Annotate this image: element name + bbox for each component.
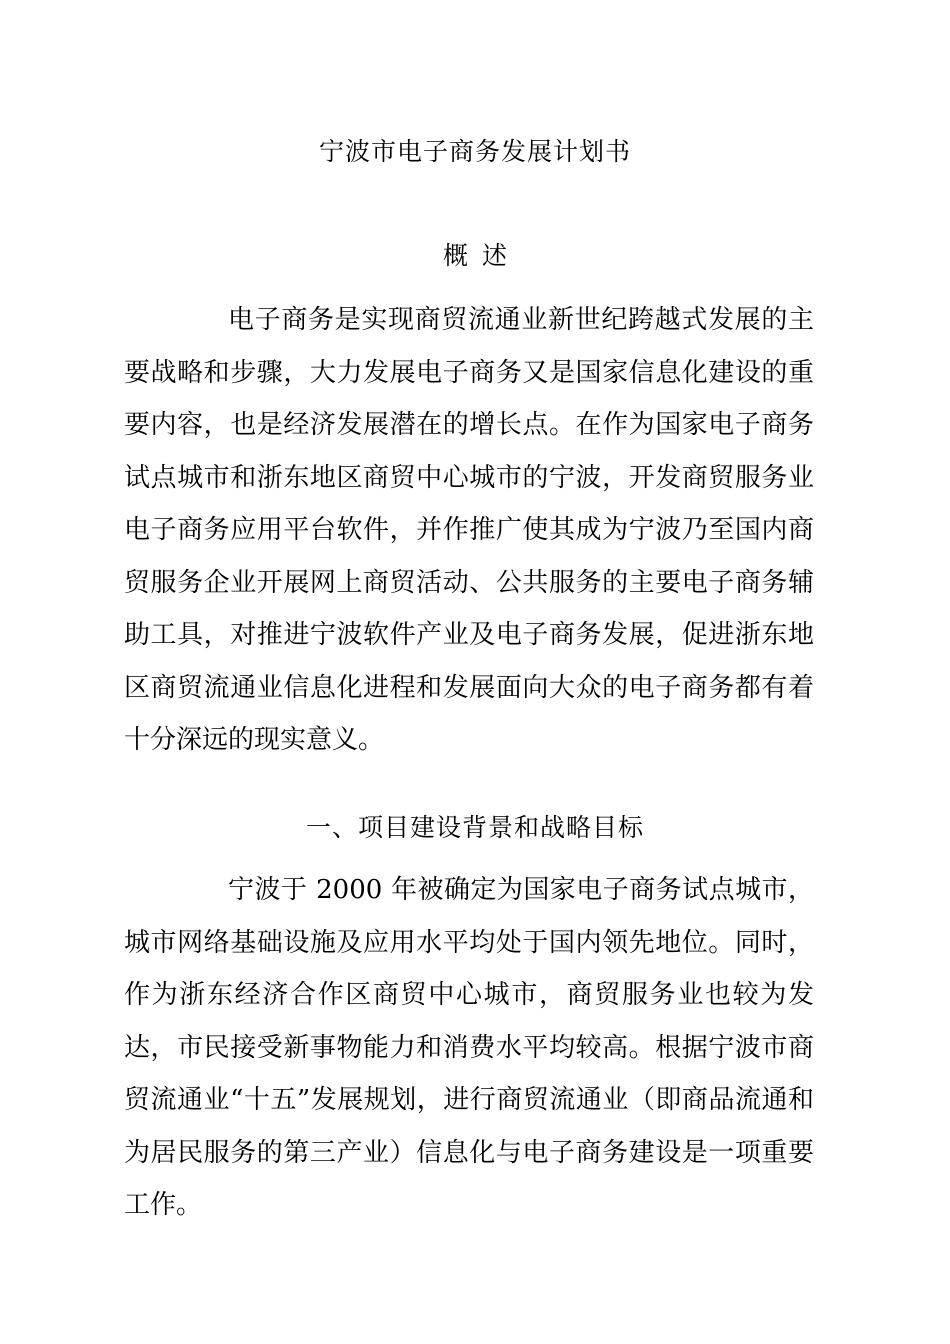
document-title: 宁波市电子商务发展计划书: [318, 137, 631, 166]
section-heading-overview: 概述: [442, 241, 521, 270]
paragraph-overview: 电子商务是实现商贸流通业新世纪跨越式发展的主要战略和步骤，大力发展电子商务又是国家信息化建设的重要内容，也是经济发展潜在的增长点。在作为国家电子商务试点城市和浙东地区商贸中心城市的宁波，开发商贸服务业电子商务应用平台软件，并作推广使其成为宁波乃至国内商贸服务企业开展网上商贸活动、公共服务的主要电子商务辅助工具，对推进宁波软件产业及电子商务发展，促进浙东地区商贸流通业信息化进程和发展面向大众的电子商务都有着十分深远的现实意义。: [124, 305, 814, 755]
paragraph-background: 宁波于 2000 年被确定为国家电子商务试点城市，城市网络基础设施及应用水平均处于国内领先地位。同时，作为浙东经济合作区商贸中心城市，商贸服务业也较为发达，市民接受新事物能力和消费水平均较高。根据宁波市商贸流通业“十五”发展规划，进行商贸流通业（即商品流通和为居民服务的第三产业）信息化与电子商务建设是一项重要工作。: [124, 875, 814, 1220]
section-heading-background: 一、项目建设背景和战略目标: [305, 813, 644, 842]
